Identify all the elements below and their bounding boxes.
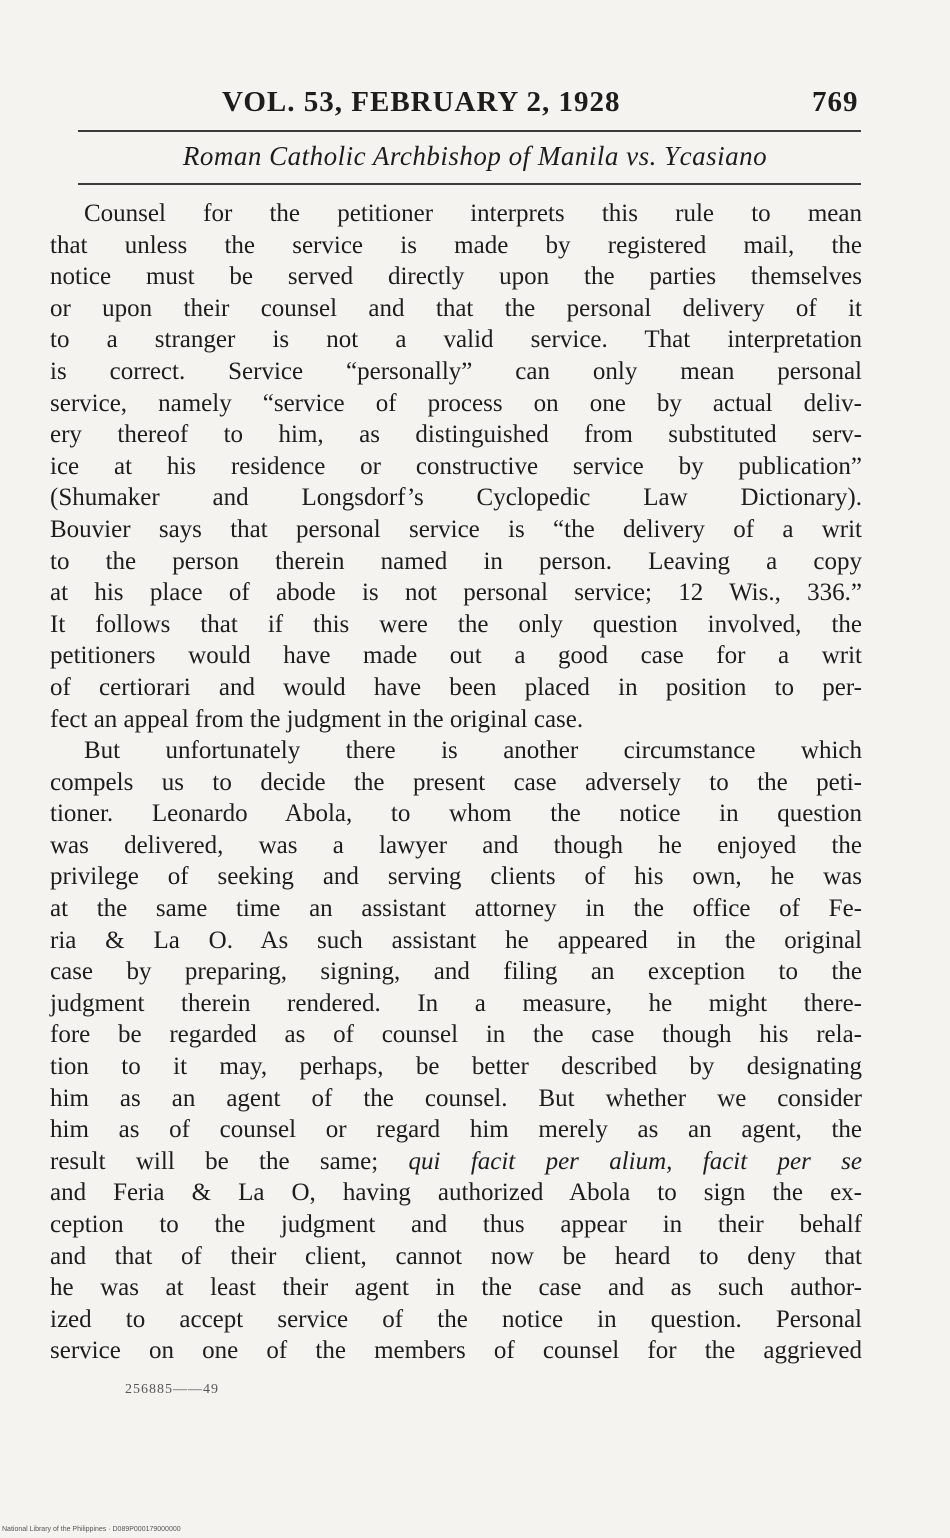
text-line: ice at his residence or constructive service by publication” [50,452,862,480]
text-line: ception to the judgment and thus appear in their behalf [50,1211,862,1238]
bottom-rule [78,183,861,185]
text-line: at his place of abode is not personal service; 12 Wis., 336.” [50,579,862,607]
text-line: was delivered, was a lawyer and though he enjoyed the [50,831,862,859]
text-line: compels us to decide the present case adversely to the peti- [50,768,862,796]
text-line: It follows that if this were the only question involved, the [50,610,862,638]
text-line: Counsel for the petitioner interprets this rule to mean [84,200,862,227]
text-line: case by preparing, signing, and filing an exception to the [50,958,862,986]
text-line: tioner. Leonardo Abola, to whom the notice in question [50,800,862,828]
text-line: notice must be served directly upon the parties themselves [50,263,862,291]
text-line: petitioners would have made out a good case for a writ [50,642,862,670]
text-line: and that of their client, cannot now be heard to deny that [50,1242,862,1270]
text-line: service on one of the members of counsel for the aggrieved [50,1337,862,1365]
text-line: or upon their counsel and that the personal delivery of it [50,294,862,322]
body-text [50,198,862,1367]
volume-date-heading: VOL. 53, FEBRUARY 2, 1928 [222,86,621,118]
text-line: he was at least their agent in the case and as such author- [50,1274,862,1302]
text-line: Bouvier says that personal service is “the delivery of a writ [50,515,862,543]
case-title: Roman Catholic Archbishop of Manila vs. Ycasiano [182,141,768,171]
text-line: fect an appeal from the judgment in the original case. [50,705,584,733]
text-line: him as of counsel or regard him merely as an agent, the [50,1116,862,1144]
text-line: to a stranger is not a valid service. That interpretation [50,326,862,354]
scan-watermark: National Library of the Philippines · D089P000179000000 [2,1526,181,1533]
page-header [0,86,950,126]
text-line: him as an agent of the counsel. But whether we consider [50,1084,862,1112]
top-rule [78,130,861,132]
text-line: at the same time an assistant attorney in the office of Fe- [50,895,862,923]
text-line: that unless the service is made by registered mail, the [50,231,862,259]
text-line: of certiorari and would have been placed in position to per- [50,673,862,701]
text-line: service, namely “service of process on one by actual deliv- [50,389,862,417]
text-fragment: result will be the same; [50,1147,379,1175]
text-line: is correct. Service “personally” can only mean personal [50,357,862,385]
text-line: ria & La O. As such assistant he appeared in the original [50,926,862,954]
text-line: fore be regarded as of counsel in the case though his rela- [50,1021,862,1049]
text-line: But unfortunately there is another circumstance which [84,737,862,765]
print-code: 256885——49 [125,1382,219,1397]
text-line: judgment therein rendered. In a measure, he might there- [50,989,862,1017]
text-line: and Feria & La O, having authorized Abola to sign the ex- [50,1179,862,1207]
latin-maxim: qui facit per alium, facit per se [408,1147,863,1175]
text-line: ized to accept service of the notice in question. Personal [50,1305,862,1333]
page-number: 769 [812,86,859,118]
text-line: to the person therein named in person. Leaving a copy [50,547,862,575]
text-line: privilege of seeking and serving clients of his own, he was [50,863,862,891]
text-line: tion to it may, perhaps, be better described by designating [50,1053,862,1081]
text-line: ery thereof to him, as distinguished from substituted serv- [50,421,862,449]
text-line-with-latin [50,1146,862,1178]
text-line: (Shumaker and Longsdorf’s Cyclopedic Law Dictionary). [50,484,862,512]
